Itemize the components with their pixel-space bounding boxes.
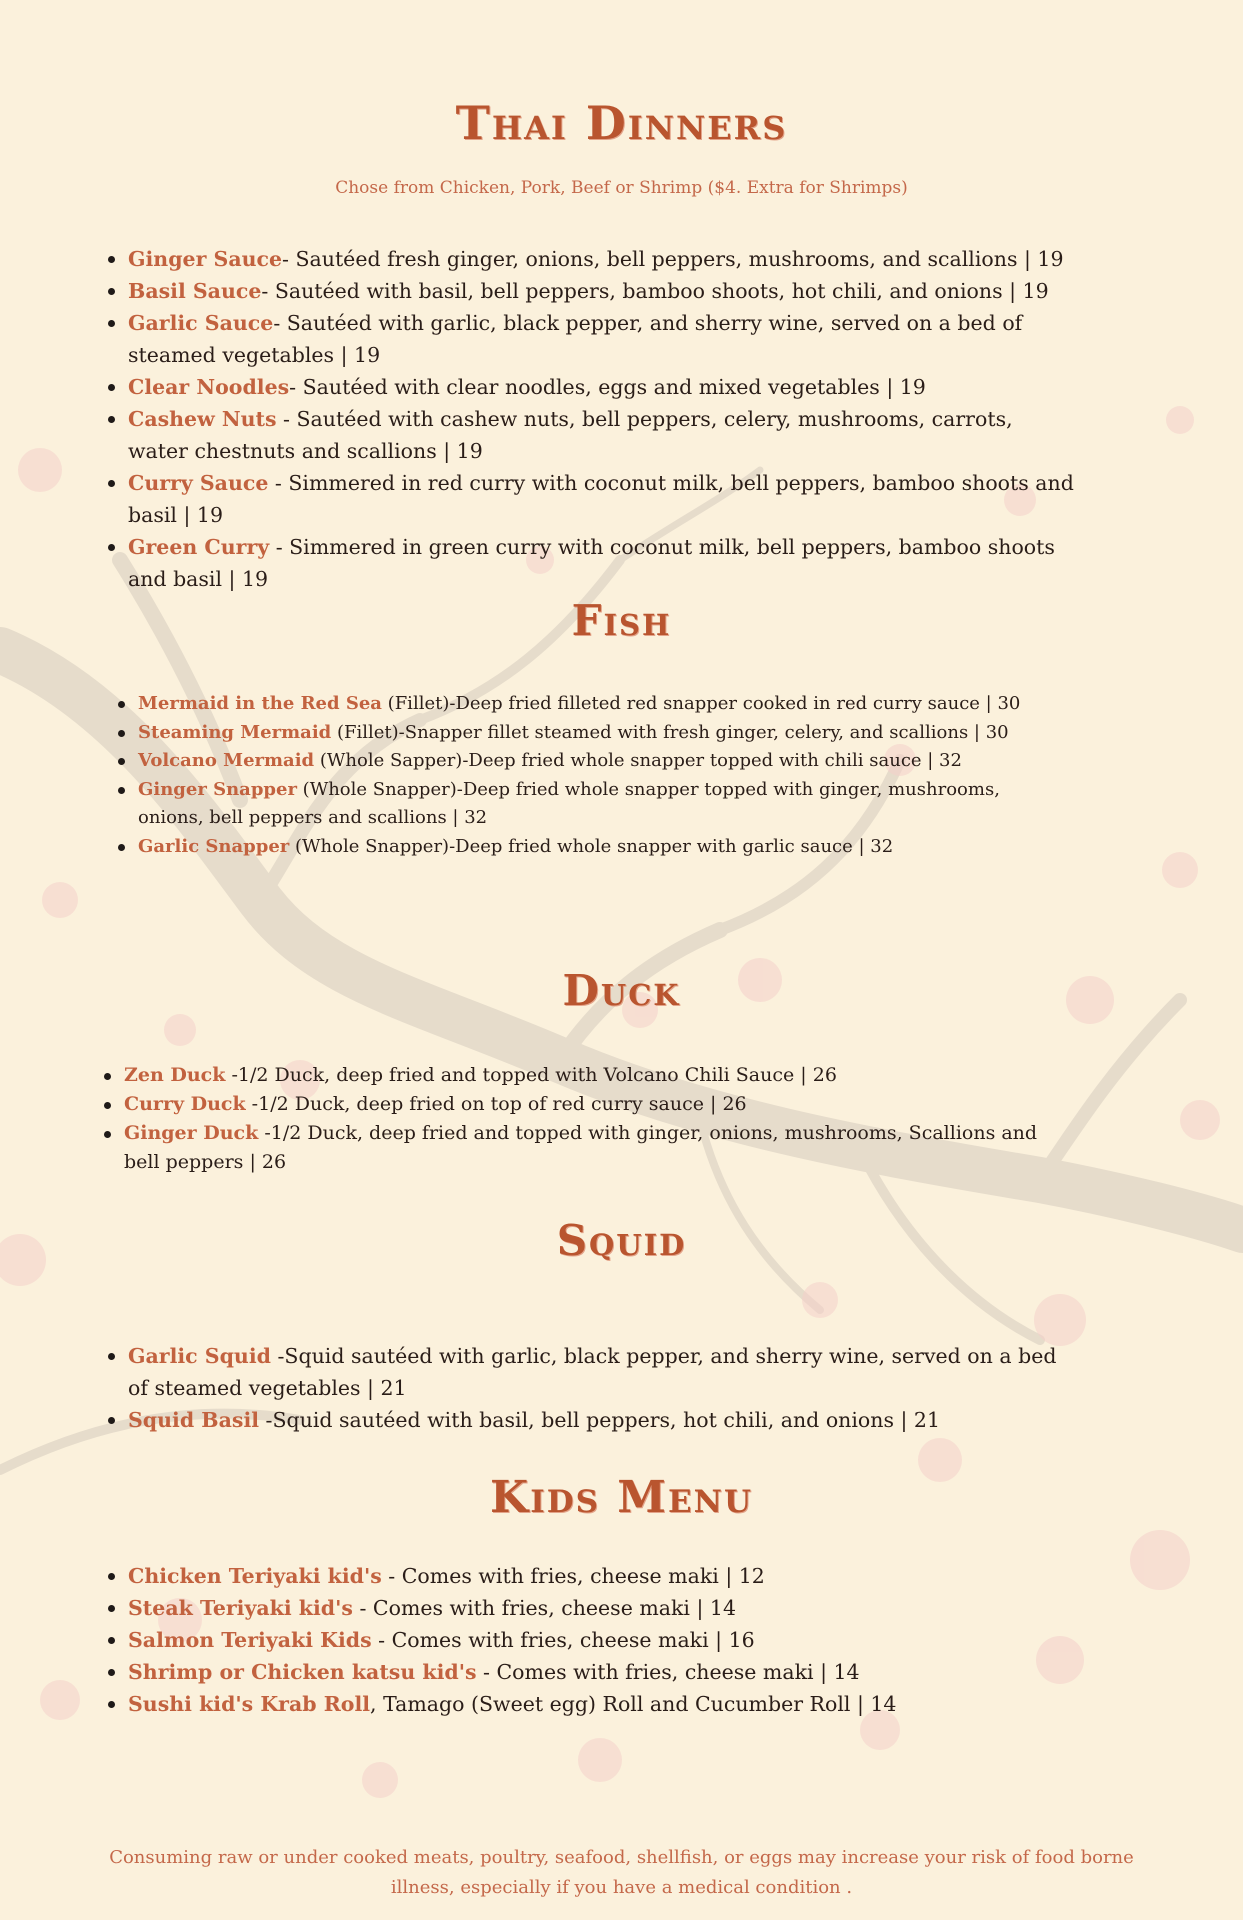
list-item <box>128 531 1078 595</box>
duck-list <box>96 1061 1064 1177</box>
item-name: Curry Sauce <box>128 471 269 495</box>
item-name: Cashew Nuts <box>128 407 277 431</box>
list-item <box>128 1656 1078 1688</box>
item-description: - Sautéed with clear noodles, eggs and mixed vegetables | 19 <box>289 375 926 399</box>
item-name: Sushi kid's Krab Roll <box>128 1692 371 1716</box>
list-item <box>128 275 1078 307</box>
list-item <box>128 1404 1078 1436</box>
item-description: (Whole Sapper)-Deep fried whole snapper topped with chili sauce | 32 <box>314 750 962 771</box>
item-name: Green Curry <box>128 535 270 559</box>
item-description: - Sautéed with cashew nuts, bell peppers, celery, mushrooms, carrots, water chestnuts and scallions | 19 <box>128 407 1013 463</box>
item-name: Curry Duck <box>124 1093 246 1115</box>
item-description: (Fillet)-Snapper fillet steamed with fresh ginger, celery, and scallions | 30 <box>331 721 1009 743</box>
fish-list <box>110 690 1058 861</box>
item-name: Squid Basil <box>128 1408 260 1432</box>
item-name: Salmon Teriyaki Kids <box>128 1628 372 1652</box>
item-name: Clear Noodles <box>128 375 290 399</box>
section-title-thai-dinners: Thai Dinners <box>455 96 788 150</box>
item-description: (Whole Snapper)-Deep fried whole snapper with garlic sauce | 32 <box>289 835 894 857</box>
section-title-kids-menu: Kids Menu <box>489 1472 754 1523</box>
item-description: - Sautéed with basil, bell peppers, bamboo shoots, hot chili, and onions | 19 <box>261 279 1049 303</box>
item-name: Shrimp or Chicken katsu kid's <box>128 1660 477 1684</box>
squid-list <box>100 1340 1078 1436</box>
list-item <box>128 1688 1078 1720</box>
list-item <box>138 747 1058 776</box>
item-name: Garlic Sauce <box>128 311 274 335</box>
item-description: -Squid sautéed with basil, bell peppers, hot chili, and onions | 21 <box>259 1408 941 1432</box>
item-description: -Squid sautéed with garlic, black pepper, and sherry wine, served on a bed of steamed vegetables | 21 <box>128 1344 1057 1400</box>
list-item <box>124 1061 1064 1090</box>
item-description: - Sautéed fresh ginger, onions, bell peppers, mushrooms, and scallions | 19 <box>282 247 1064 271</box>
section-title-squid: Squid <box>556 1216 687 1265</box>
list-item <box>128 307 1078 371</box>
list-item <box>138 719 1058 748</box>
item-name: Steaming Mermaid <box>138 721 332 743</box>
protein-choice-note: Chose from Chicken, Pork, Beef or Shrimp ($4. Extra for Shrimps) <box>335 178 908 198</box>
list-item <box>124 1119 1064 1177</box>
item-description: - Comes with fries, cheese maki | 12 <box>381 1564 765 1588</box>
list-item <box>124 1090 1064 1119</box>
item-description: - Sautéed with garlic, black pepper, and sherry wine, served on a bed of steamed vegetables | 19 <box>128 311 1023 367</box>
item-name: Ginger Sauce <box>128 247 283 271</box>
list-item <box>138 690 1058 719</box>
thai-dinners-list <box>100 243 1078 595</box>
item-description: (Whole Snapper)-Deep fried whole snapper topped with ginger, mushrooms, onions, bell peppers and scallions | 32 <box>138 778 1000 828</box>
list-item <box>128 1592 1078 1624</box>
kids-menu-list <box>100 1560 1078 1720</box>
list-item <box>128 1340 1078 1404</box>
item-name: Ginger Duck <box>124 1122 259 1144</box>
list-item <box>128 467 1078 531</box>
item-name: Garlic Squid <box>128 1344 271 1368</box>
list-item <box>128 1624 1078 1656</box>
list-item <box>138 776 1058 833</box>
item-name: Ginger Snapper <box>138 778 297 800</box>
item-description: - Simmered in red curry with coconut milk, bell peppers, bamboo shoots and basil | 19 <box>128 471 1074 527</box>
item-description: -1/2 Duck, deep fried and topped with Volcano Chili Sauce | 26 <box>225 1064 837 1086</box>
item-name: Basil Sauce <box>128 279 262 303</box>
item-description: -1/2 Duck, deep fried and topped with ginger, onions, mushrooms, Scallions and bell peppers | 26 <box>124 1122 1038 1173</box>
list-item <box>128 1560 1078 1592</box>
item-description: -1/2 Duck, deep fried on top of red curry sauce | 26 <box>245 1093 747 1115</box>
item-description: , Tamago (Sweet egg) Roll and Cucumber Roll | 14 <box>370 1692 897 1716</box>
item-name: Steak Teriyaki kid's <box>128 1596 353 1620</box>
list-item <box>128 243 1078 275</box>
list-item <box>128 371 1078 403</box>
item-description: - Comes with fries, cheese maki | 14 <box>352 1596 737 1620</box>
item-name: Zen Duck <box>124 1064 226 1086</box>
item-description: - Comes with fries, cheese maki | 16 <box>371 1628 755 1652</box>
item-name: Chicken Teriyaki kid's <box>128 1564 382 1588</box>
section-title-fish: Fish <box>571 596 672 645</box>
item-description: - Comes with fries, cheese maki | 14 <box>476 1660 860 1684</box>
item-name: Volcano Mermaid <box>138 750 315 771</box>
item-name: Garlic Snapper <box>138 835 290 857</box>
list-item <box>138 833 1058 862</box>
item-description: - Simmered in green curry with coconut milk, bell peppers, bamboo shoots and basil | 19 <box>128 535 1055 591</box>
food-safety-disclaimer: Consuming raw or under cooked meats, poultry, seafood, shellfish, or eggs may increase your risk of food borne illness, especially if you have a medical condition . <box>109 1847 1134 1898</box>
section-title-duck: Duck <box>562 966 681 1015</box>
item-description: (Fillet)-Deep fried filleted red snapper cooked in red curry sauce | 30 <box>381 693 1021 714</box>
list-item <box>128 403 1078 467</box>
item-name: Mermaid in the Red Sea <box>138 693 382 714</box>
